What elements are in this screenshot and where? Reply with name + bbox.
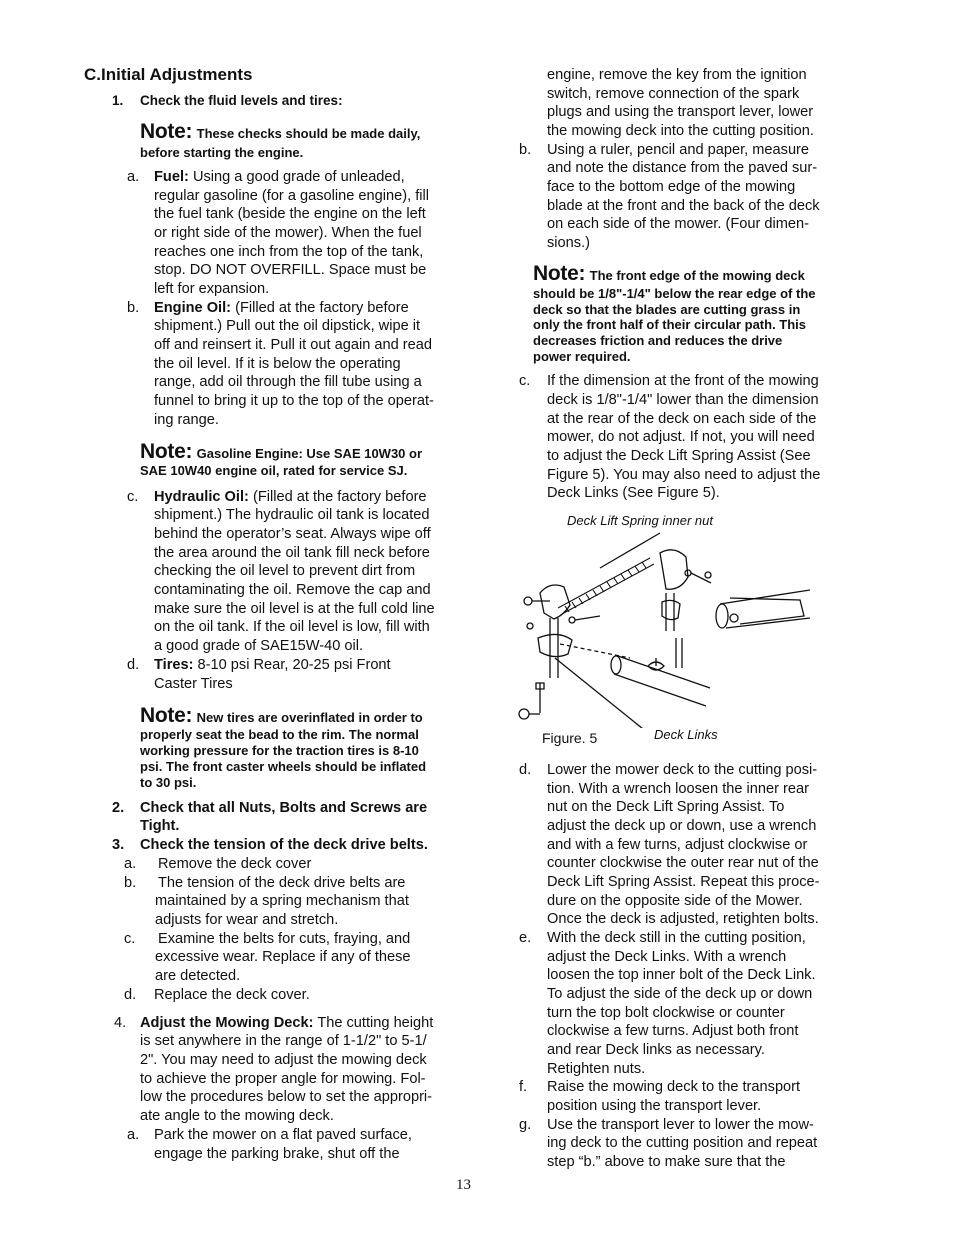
text-line: ing deck to the cutting position and repeat (547, 1135, 818, 1151)
text-line: excessive wear. Replace if any of these (155, 949, 411, 965)
note-line: working pressure for the traction tires is 8-10 (140, 743, 419, 758)
note-label: Note: (140, 120, 193, 143)
note-line: decreases friction and reduces the drive (533, 333, 783, 348)
note-label: Note: (533, 262, 586, 285)
figure-label-links: Deck Links (654, 727, 718, 742)
text-line: and rear Deck links as necessary. (547, 1042, 765, 1058)
tires-paragraph (154, 656, 391, 675)
figure-caption: Figure. 5 (542, 730, 598, 746)
item-3-num: 3. (112, 837, 125, 853)
text-line: Lower the mower deck to the cutting posi- (547, 762, 818, 778)
text-line: Caster Tires (154, 676, 233, 692)
text-line: and with a few turns, adjust clockwise or (547, 837, 808, 853)
text-line: ing range. (154, 412, 219, 428)
text-line: Figure 5). You may also need to adjust the (547, 467, 821, 483)
text-line: The cutting height (317, 1015, 434, 1031)
note-line: psi. The front caster wheels should be inflated (140, 759, 427, 774)
note-line: only the front half of their circular path. This (533, 317, 807, 332)
item-4-paragraph (140, 1014, 433, 1033)
list-letter: a. (127, 1127, 140, 1143)
text-line: behind the operator’s seat. Always wipe off (154, 526, 431, 542)
text-line: face to the bottom edge of the mowing (547, 179, 796, 195)
text-line: make sure the oil level is at the full cold line (154, 601, 435, 617)
text-line: mower, do not adjust. If not, you will need (547, 429, 815, 445)
note-text: The front edge of the mowing deck (589, 268, 805, 283)
section-title: C.Initial Adjustments (84, 65, 253, 84)
text-line: left for expansion. (154, 281, 270, 297)
fuel-label: Fuel: (154, 169, 189, 185)
note-2 (140, 440, 422, 464)
note-4 (533, 262, 805, 286)
text-line: on the oil tank. If the oil level is low, fill with (154, 619, 430, 635)
item-4-label: Adjust the Mowing Deck: (140, 1015, 314, 1031)
text-line: checking the oil level to prevent dirt from (154, 563, 416, 579)
note-line: should be 1/8"-1/4" below the rear edge of the (533, 286, 816, 301)
text-line: range, add oil through the fill tube using a (154, 374, 422, 390)
text-line: tion. With a wrench loosen the inner rear (547, 781, 810, 797)
text-line: Deck Lift Spring Assist. Repeat this proce- (547, 874, 820, 890)
text-line: engage the parking brake, shut off the (154, 1146, 400, 1162)
text-line: adjust the deck up or down, use a wrench (547, 818, 817, 834)
text-line: low the procedures below to set the appropri- (140, 1089, 433, 1105)
note-line: SAE 10W40 engine oil, rated for service SJ. (140, 463, 408, 478)
text-line: The tension of the deck drive belts are (158, 875, 406, 891)
text-line: maintained by a spring mechanism that (155, 893, 409, 909)
text-line: the area around the oil tank fill neck before (154, 545, 430, 561)
text-line: switch, remove connection of the spark (547, 86, 800, 102)
text-line: and note the distance from the paved sur- (547, 160, 818, 176)
text-line: 2". You may need to adjust the mowing deck (140, 1052, 427, 1068)
text-line: regular gasoline (for a gasoline engine), fill (154, 188, 430, 204)
text-line: stop. DO NOT OVERFILL. Space must be (154, 262, 427, 278)
text-line: reaches one inch from the top of the tank, (154, 244, 424, 260)
engine-oil-label: Engine Oil: (154, 300, 232, 316)
text-line: With the deck still in the cutting position, (547, 930, 806, 946)
text-line: Using a good grade of unleaded, (192, 169, 405, 185)
text-line: deck is 1/8"-1/4" lower than the dimension (547, 392, 819, 408)
note-text: These checks should be made daily, (196, 126, 421, 141)
text-line: Deck Links (See Figure 5). (547, 485, 720, 501)
hydraulic-oil-label: Hydraulic Oil: (154, 489, 249, 505)
text-line: 8-10 psi Rear, 20-25 psi Front (197, 657, 391, 673)
note-line: before starting the engine. (140, 145, 304, 160)
item-4-num: 4. (114, 1015, 127, 1031)
list-letter: a. (124, 856, 137, 872)
list-letter: d. (127, 657, 140, 673)
text-line: counter clockwise the outer rear nut of the (547, 855, 819, 871)
text-line: position using the transport lever. (547, 1098, 762, 1114)
note-label: Note: (140, 704, 193, 727)
text-line: To adjust the side of the deck up or down (547, 986, 813, 1002)
list-letter: f. (519, 1079, 528, 1095)
text-line: plugs and using the transport lever, lower (547, 104, 814, 120)
note-label: Note: (140, 440, 193, 463)
text-line: Use the transport lever to lower the mow- (547, 1117, 814, 1133)
note-text: Gasoline Engine: Use SAE 10W30 or (196, 446, 423, 461)
text-line: clockwise a few turns. Adjust both front (547, 1023, 799, 1039)
note-line: power required. (533, 349, 631, 364)
text-line: is set anywhere in the range of 1-1/2" to 5-1/ (140, 1033, 427, 1049)
text-line: nut on the Deck Lift Spring Assist. To (547, 799, 785, 815)
tires-label: Tires: (154, 657, 194, 673)
text-line: (Filled at the factory before (252, 489, 427, 505)
list-letter: e. (519, 930, 532, 946)
text-line: or right side of the mower). When the fuel (154, 225, 422, 241)
text-line: Raise the mowing deck to the transport (547, 1079, 801, 1095)
text-line: on each side of the mower. (Four dimen- (547, 216, 810, 232)
list-letter: a. (127, 169, 140, 185)
text-line: (Filled at the factory before (235, 300, 409, 316)
item-2-num: 2. (112, 800, 125, 816)
page-number: 13 (456, 1177, 471, 1193)
text-line: Park the mower on a flat paved surface, (154, 1127, 412, 1143)
note-text: New tires are overinflated in order to (196, 710, 423, 725)
text-line: the mowing deck into the cutting position. (547, 123, 814, 139)
text-line: blade at the front and the back of the deck (547, 198, 820, 214)
list-letter: b. (519, 142, 532, 158)
figure-label-spring: Deck Lift Spring inner nut (567, 513, 713, 528)
list-letter: d. (124, 987, 137, 1003)
text-line: at the rear of the deck on each side of the (547, 411, 817, 427)
text-line: a good grade of SAE15W-40 oil. (154, 638, 364, 654)
text-line: If the dimension at the front of the mowing (547, 373, 819, 389)
list-letter: b. (127, 300, 140, 316)
hydraulic-oil-paragraph (154, 488, 427, 507)
text-line: Once the deck is adjusted, retighten bolts. (547, 911, 819, 927)
text-line: shipment.) The hydraulic oil tank is located (154, 507, 430, 523)
deck-lift-diagram (510, 528, 810, 728)
text-line: funnel to bring it up to the top of the operat- (154, 393, 434, 409)
text-line: adjust the Deck Links. With a wrench (547, 949, 787, 965)
text-line: shipment.) Pull out the oil dipstick, wipe it (154, 318, 421, 334)
text-line: off and reinsert it. Pull it out again and read (154, 337, 433, 353)
list-letter: c. (127, 489, 139, 505)
list-letter: d. (519, 762, 532, 778)
engine-oil-paragraph (154, 299, 409, 318)
text-line: loosen the top inner bolt of the Deck Link. (547, 967, 816, 983)
item-2-title: Check that all Nuts, Bolts and Screws are (140, 800, 428, 816)
text-line: dure on the opposite side of the Mower. (547, 893, 803, 909)
note-3 (140, 704, 423, 728)
text-line: are detected. (155, 968, 241, 984)
text-line: contaminating the oil. Remove the cap and (154, 582, 431, 598)
item-1-num: 1. (112, 93, 124, 108)
text-line: to adjust the Deck Lift Spring Assist (See (547, 448, 811, 464)
text-line: Replace the deck cover. (154, 987, 310, 1003)
text-line: the oil level. If it is below the operating (154, 356, 401, 372)
text-line: sions.) (547, 235, 590, 251)
fuel-paragraph (154, 168, 405, 187)
text-line: engine, remove the key from the ignition (547, 67, 807, 83)
text-line: turn the top bolt clockwise or counter (547, 1005, 785, 1021)
text-line: Remove the deck cover (158, 856, 312, 872)
note-1 (140, 120, 420, 144)
text-line: the fuel tank (beside the engine on the left (154, 206, 426, 222)
text-line: ate angle to the mowing deck. (140, 1108, 334, 1124)
text-line: Examine the belts for cuts, fraying, and (158, 931, 411, 947)
text-line: Using a ruler, pencil and paper, measure (547, 142, 810, 158)
text-line: step “b.” above to make sure that the (547, 1154, 786, 1170)
text-line: adjusts for wear and stretch. (155, 912, 339, 928)
list-letter: g. (519, 1117, 532, 1133)
note-line: deck so that the blades are cutting grass in (533, 302, 801, 317)
text-line: to achieve the proper angle for mowing. Fol- (140, 1071, 426, 1087)
item-3-title: Check the tension of the deck drive belts. (140, 837, 428, 853)
note-line: to 30 psi. (140, 775, 197, 790)
item-1-title: Check the fluid levels and tires: (140, 93, 343, 108)
list-letter: c. (519, 373, 531, 389)
note-line: properly seat the bead to the rim. The normal (140, 727, 419, 742)
item-2-title: Tight. (140, 818, 180, 834)
list-letter: b. (124, 875, 137, 891)
list-letter: c. (124, 931, 136, 947)
text-line: Retighten nuts. (547, 1061, 646, 1077)
